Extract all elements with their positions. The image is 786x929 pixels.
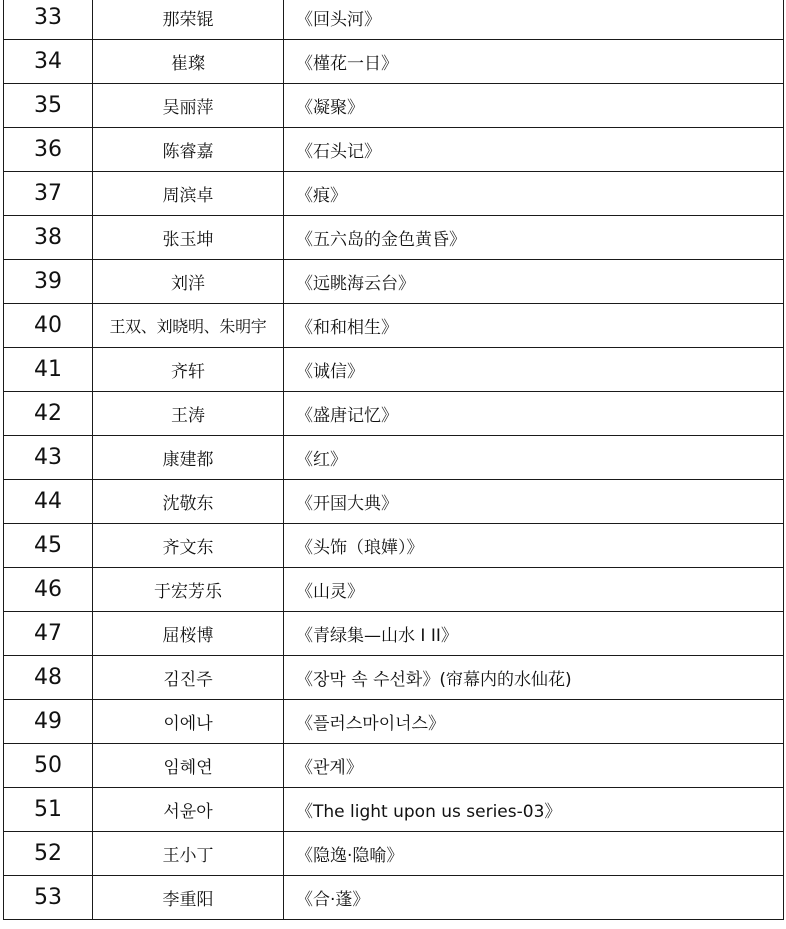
entry-number-cell: 42 (4, 392, 93, 436)
artwork-title-cell: 《The light upon us series-03》 (284, 788, 784, 832)
artist-name-cell: 周滨卓 (93, 172, 284, 216)
table-row (4, 348, 784, 392)
entry-number-cell: 39 (4, 260, 93, 304)
table-row (4, 700, 784, 744)
artwork-title-cell: 《隐逸·隐喻》 (284, 832, 784, 876)
entry-number-cell: 41 (4, 348, 93, 392)
table-row (4, 568, 784, 612)
artist-name-cell: 沈敬东 (93, 480, 284, 524)
table-row (4, 524, 784, 568)
artist-name-cell: 刘洋 (93, 260, 284, 304)
artwork-title-cell: 《五六岛的金色黄昏》 (284, 216, 784, 260)
entry-number-cell: 49 (4, 700, 93, 744)
entry-number-cell: 40 (4, 304, 93, 348)
artwork-title-cell: 《凝聚》 (284, 84, 784, 128)
table-row (4, 436, 784, 480)
entry-number-cell: 37 (4, 172, 93, 216)
table-row (4, 40, 784, 84)
table-row (4, 216, 784, 260)
artist-name-cell: 李重阳 (93, 876, 284, 920)
table-row (4, 172, 784, 216)
artwork-title-cell: 《石头记》 (284, 128, 784, 172)
entry-number-cell: 46 (4, 568, 93, 612)
table-row (4, 876, 784, 920)
table-row (4, 480, 784, 524)
artwork-title-cell: 《开国大典》 (284, 480, 784, 524)
table-row (4, 656, 784, 700)
entry-number-cell: 50 (4, 744, 93, 788)
artist-name-cell: 齐轩 (93, 348, 284, 392)
artist-name-cell: 齐文东 (93, 524, 284, 568)
entry-number-cell: 43 (4, 436, 93, 480)
artwork-title-cell: 《合·蓬》 (284, 876, 784, 920)
artist-name-cell: 于宏芳乐 (93, 568, 284, 612)
table-row (4, 84, 784, 128)
entry-number-cell: 33 (4, 0, 93, 40)
table-row (4, 744, 784, 788)
artist-name-cell: 那荣锟 (93, 0, 284, 40)
artist-name-cell: 陈睿嘉 (93, 128, 284, 172)
artist-name-cell: 吴丽萍 (93, 84, 284, 128)
artwork-title-cell: 《山灵》 (284, 568, 784, 612)
artist-name-cell: 康建都 (93, 436, 284, 480)
artist-name-cell: 屈桜博 (93, 612, 284, 656)
artist-name-cell: 임혜연 (93, 744, 284, 788)
artist-name-cell: 王双、刘晓明、朱明宇 (93, 304, 284, 348)
artist-name-cell: 崔璨 (93, 40, 284, 84)
artwork-title-cell: 《장막 속 수선화》(帘幕内的水仙花) (284, 656, 784, 700)
table-row (4, 0, 784, 40)
artwork-title-cell: 《플러스마이너스》 (284, 700, 784, 744)
artist-name-cell: 서윤아 (93, 788, 284, 832)
entry-number-cell: 51 (4, 788, 93, 832)
entry-number-cell: 45 (4, 524, 93, 568)
artwork-table (3, 0, 784, 920)
artwork-title-cell: 《관계》 (284, 744, 784, 788)
entry-number-cell: 53 (4, 876, 93, 920)
artwork-title-cell: 《和和相生》 (284, 304, 784, 348)
entry-number-cell: 44 (4, 480, 93, 524)
entry-number-cell: 47 (4, 612, 93, 656)
artwork-title-cell: 《远眺海云台》 (284, 260, 784, 304)
table-row (4, 832, 784, 876)
table-row (4, 612, 784, 656)
table-row (4, 788, 784, 832)
artwork-title-cell: 《盛唐记忆》 (284, 392, 784, 436)
table-row (4, 392, 784, 436)
artist-name-cell: 김진주 (93, 656, 284, 700)
artwork-title-cell: 《红》 (284, 436, 784, 480)
table-body (4, 0, 784, 920)
artwork-title-cell: 《青绿集—山水 I II》 (284, 612, 784, 656)
table-row (4, 304, 784, 348)
artwork-title-cell: 《痕》 (284, 172, 784, 216)
entry-number-cell: 52 (4, 832, 93, 876)
table-row (4, 260, 784, 304)
artwork-title-cell: 《槿花一日》 (284, 40, 784, 84)
artist-name-cell: 王小丁 (93, 832, 284, 876)
artwork-title-cell: 《头饰（琅嬅）》 (284, 524, 784, 568)
entry-number-cell: 38 (4, 216, 93, 260)
entry-number-cell: 34 (4, 40, 93, 84)
table-row (4, 128, 784, 172)
artwork-title-cell: 《诚信》 (284, 348, 784, 392)
artist-name-cell: 王涛 (93, 392, 284, 436)
artwork-title-cell: 《回头河》 (284, 0, 784, 40)
artist-name-cell: 张玉坤 (93, 216, 284, 260)
artist-name-cell: 이에나 (93, 700, 284, 744)
entry-number-cell: 35 (4, 84, 93, 128)
entry-number-cell: 48 (4, 656, 93, 700)
entry-number-cell: 36 (4, 128, 93, 172)
